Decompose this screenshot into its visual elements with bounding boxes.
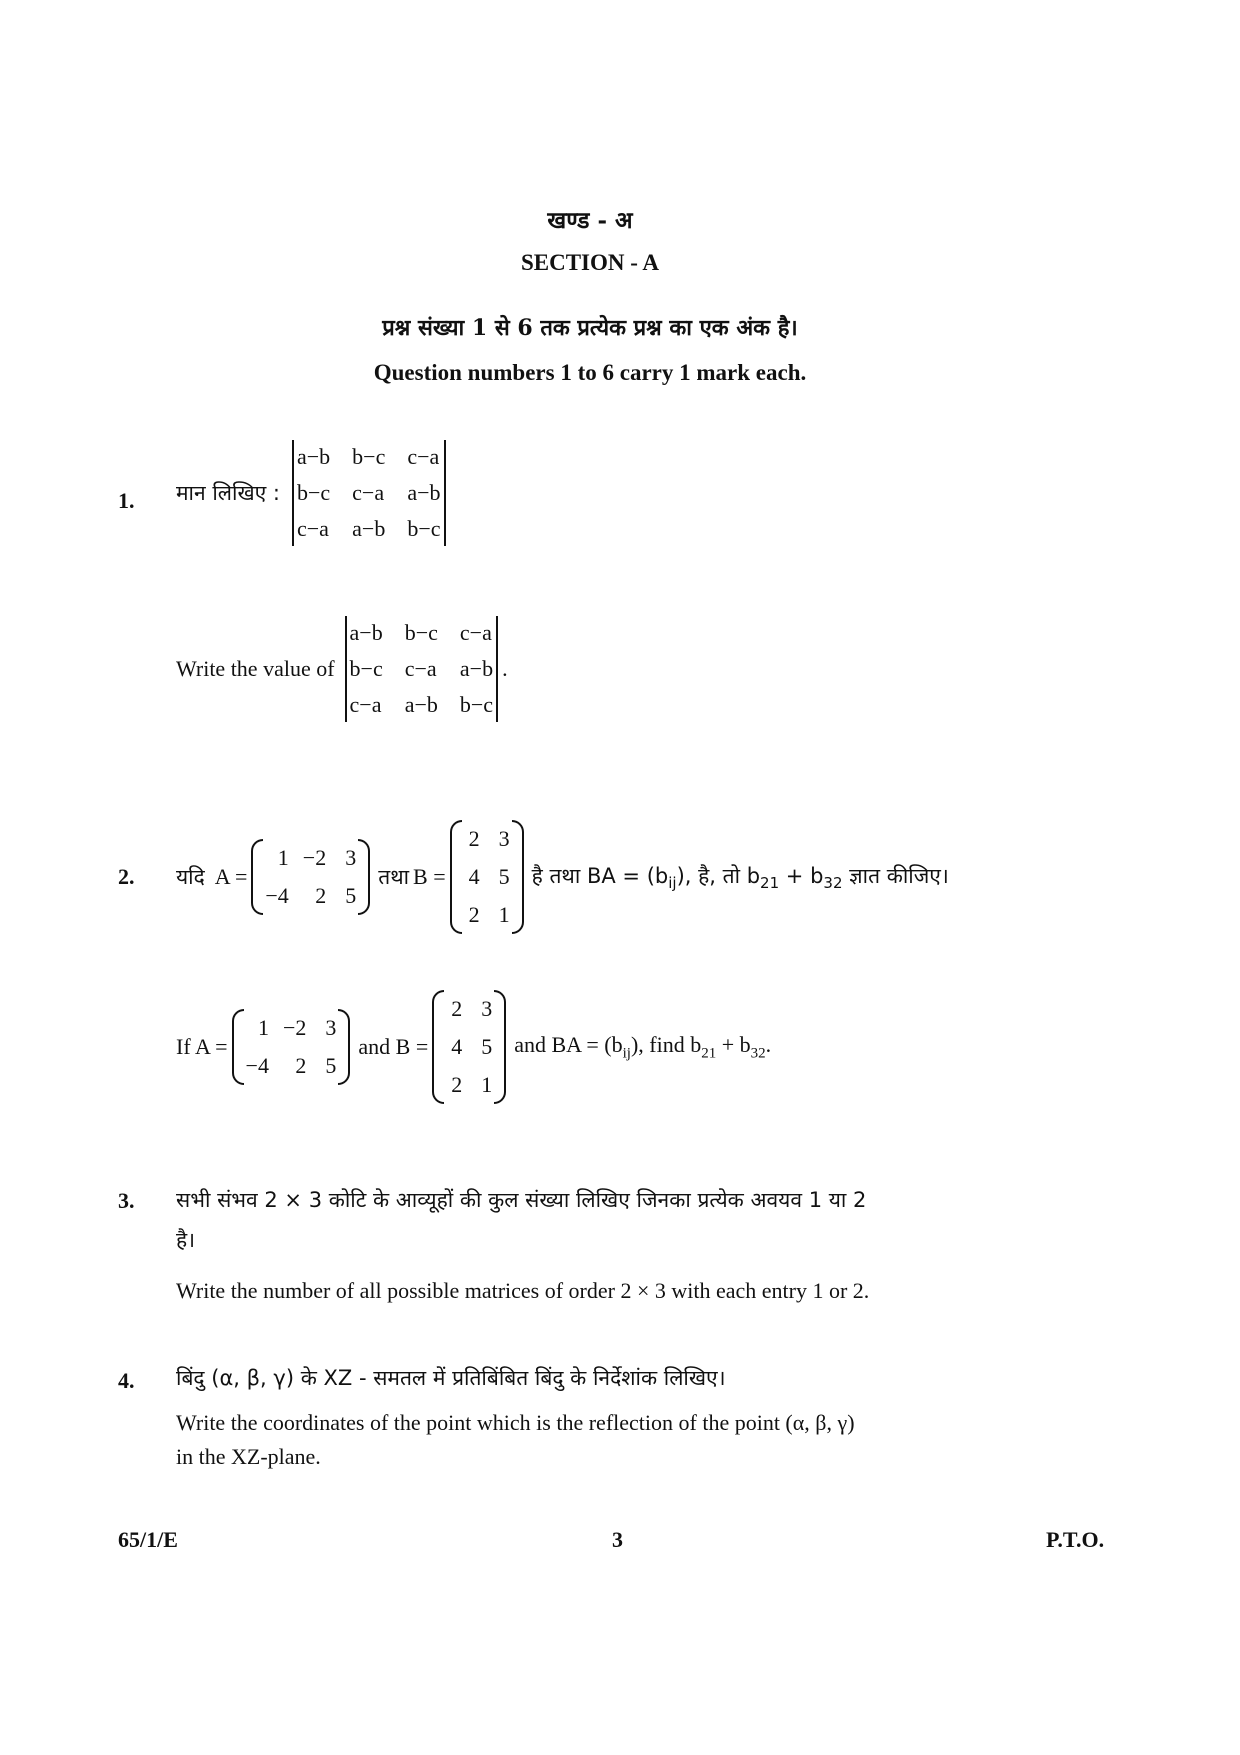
subscript: ij	[622, 1045, 631, 1062]
matrix-entry: b−c	[297, 480, 331, 505]
question-number: 3.	[118, 1188, 135, 1213]
paper-code: 65/1/E	[118, 1527, 178, 1552]
matrix-entry: a−b	[459, 656, 494, 681]
q2-hi-tail-part: ज्ञात कीजिए।	[842, 863, 949, 888]
matrix-entry: −2	[282, 1015, 307, 1040]
matrix-entry: a−b	[349, 620, 383, 645]
matrix-entry: c−a	[352, 480, 385, 505]
q2-en-tail	[514, 1032, 771, 1062]
matrix-entry: 2	[468, 902, 480, 927]
matrix-entry: 1	[481, 1072, 493, 1097]
matrix-entry: b−c	[407, 516, 441, 541]
matrix-a	[232, 1009, 351, 1085]
q2-hi-b-label: B =	[413, 864, 446, 889]
matrix-entry: b−c	[349, 656, 383, 681]
q2-en-tail-part: and BA = (b	[514, 1031, 623, 1057]
section-title: SECTION - A	[520, 250, 660, 275]
matrix-b	[450, 820, 524, 934]
subscript: 21	[701, 1045, 717, 1062]
matrix-entry: 2	[315, 883, 327, 908]
matrix-entry: 3	[481, 996, 493, 1021]
q1-period: .	[502, 656, 508, 681]
matrix-entry: 5	[481, 1034, 493, 1059]
determinant	[292, 440, 446, 546]
matrix-entry: 1	[257, 1015, 269, 1040]
q2-en-tail-part: .	[765, 1031, 772, 1057]
q2-hi-tail-part: है तथा BA = (b	[531, 863, 669, 888]
question-4-hindi: बिंदु (α, β, γ) के XZ - समतल में प्रतिबिंबित बिंदु के निर्देशांक लिखिए।	[176, 1366, 726, 1390]
subscript: 32	[750, 1045, 766, 1062]
matrix-entry: 2	[451, 1072, 463, 1097]
matrix-entry: a−b	[407, 480, 441, 505]
matrix-entry: 1	[277, 845, 289, 870]
matrix-entry: c−a	[407, 444, 440, 469]
matrix-entry: −4	[265, 883, 289, 908]
matrix-entry: 2	[451, 996, 463, 1021]
instruction-hindi: प्रश्न संख्या 1 से 6 तक प्रत्येक प्रश्न का एक अंक है।	[382, 315, 798, 341]
question-2-english	[176, 988, 771, 1106]
question-4-english-line1: Write the coordinates of the point which is the reflection of the point (α, β, γ)	[176, 1410, 855, 1435]
matrix-a	[251, 839, 370, 915]
matrix-entry: a−b	[297, 444, 331, 469]
q2-en-tail-part: ), find b	[630, 1031, 702, 1057]
matrix-entry: 3	[345, 845, 357, 870]
q2-hi-tail-part: + b	[779, 863, 824, 888]
q2-en-tail-part: + b	[716, 1031, 751, 1057]
q2-hi-tail	[532, 862, 949, 892]
question-2-hindi	[176, 818, 949, 936]
matrix-entry: c−a	[297, 516, 329, 541]
q2-en-if: If A =	[176, 1034, 228, 1059]
matrix-entry: b−c	[404, 620, 438, 645]
subscript: 21	[760, 874, 780, 893]
question-number: 2.	[118, 864, 135, 889]
matrix-entry: 1	[498, 902, 510, 927]
question-number: 4.	[118, 1368, 135, 1393]
matrix-entry: 4	[468, 864, 480, 889]
matrix-entry: 5	[325, 1053, 337, 1078]
question-3-hindi-line1: सभी संभव 2 × 3 कोटि के आव्यूहों की कुल संख्या लिखिए जिनका प्रत्येक अवयव 1 या 2	[176, 1188, 867, 1212]
matrix-entry: a−b	[352, 516, 386, 541]
question-3-english: Write the number of all possible matrices of order 2 × 3 with each entry 1 or 2.	[176, 1278, 870, 1303]
matrix-entry: 5	[498, 864, 510, 889]
matrix-entry: 2	[468, 826, 480, 851]
matrix-entry: 2	[295, 1053, 307, 1078]
q2-en-and: and B =	[358, 1034, 429, 1059]
matrix-entry: 4	[451, 1034, 463, 1059]
instruction-english: Question numbers 1 to 6 carry 1 mark each.	[373, 360, 807, 385]
matrix-entry: a−b	[404, 692, 438, 717]
question-1-english	[176, 616, 508, 722]
q2-hi-and: तथा	[378, 865, 410, 889]
question-4-english-line2: in the XZ-plane.	[176, 1444, 321, 1469]
determinant	[345, 616, 499, 722]
matrix-entry: b−c	[352, 444, 386, 469]
q2-hi-a-label: A =	[214, 864, 248, 889]
q2-hi-tail-part: ), है, तो b	[676, 863, 761, 888]
question-1-hindi	[176, 440, 446, 546]
matrix-entry: −2	[302, 845, 327, 870]
matrix-entry: b−c	[459, 692, 494, 717]
question-number: 1.	[118, 488, 135, 513]
matrix-entry: c−a	[459, 620, 492, 645]
q1-english-prefix: Write the value of	[176, 656, 335, 681]
page-number: 3	[612, 1527, 623, 1552]
question-3-hindi-line2: है।	[176, 1228, 196, 1252]
section-title-hindi: खण्ड - अ	[547, 207, 633, 234]
matrix-entry: 3	[325, 1015, 337, 1040]
q2-hi-if: यदि	[176, 865, 205, 889]
q1-hindi-prefix: मान लिखिए :	[176, 481, 280, 505]
matrix-entry: 3	[498, 826, 510, 851]
matrix-entry: 5	[345, 883, 357, 908]
matrix-entry: c−a	[404, 656, 437, 681]
matrix-b	[432, 990, 506, 1104]
matrix-entry: −4	[245, 1053, 269, 1078]
subscript: 32	[823, 874, 843, 893]
matrix-entry: c−a	[349, 692, 382, 717]
subscript: ij	[668, 874, 677, 893]
pto-label: P.T.O.	[1046, 1527, 1105, 1552]
